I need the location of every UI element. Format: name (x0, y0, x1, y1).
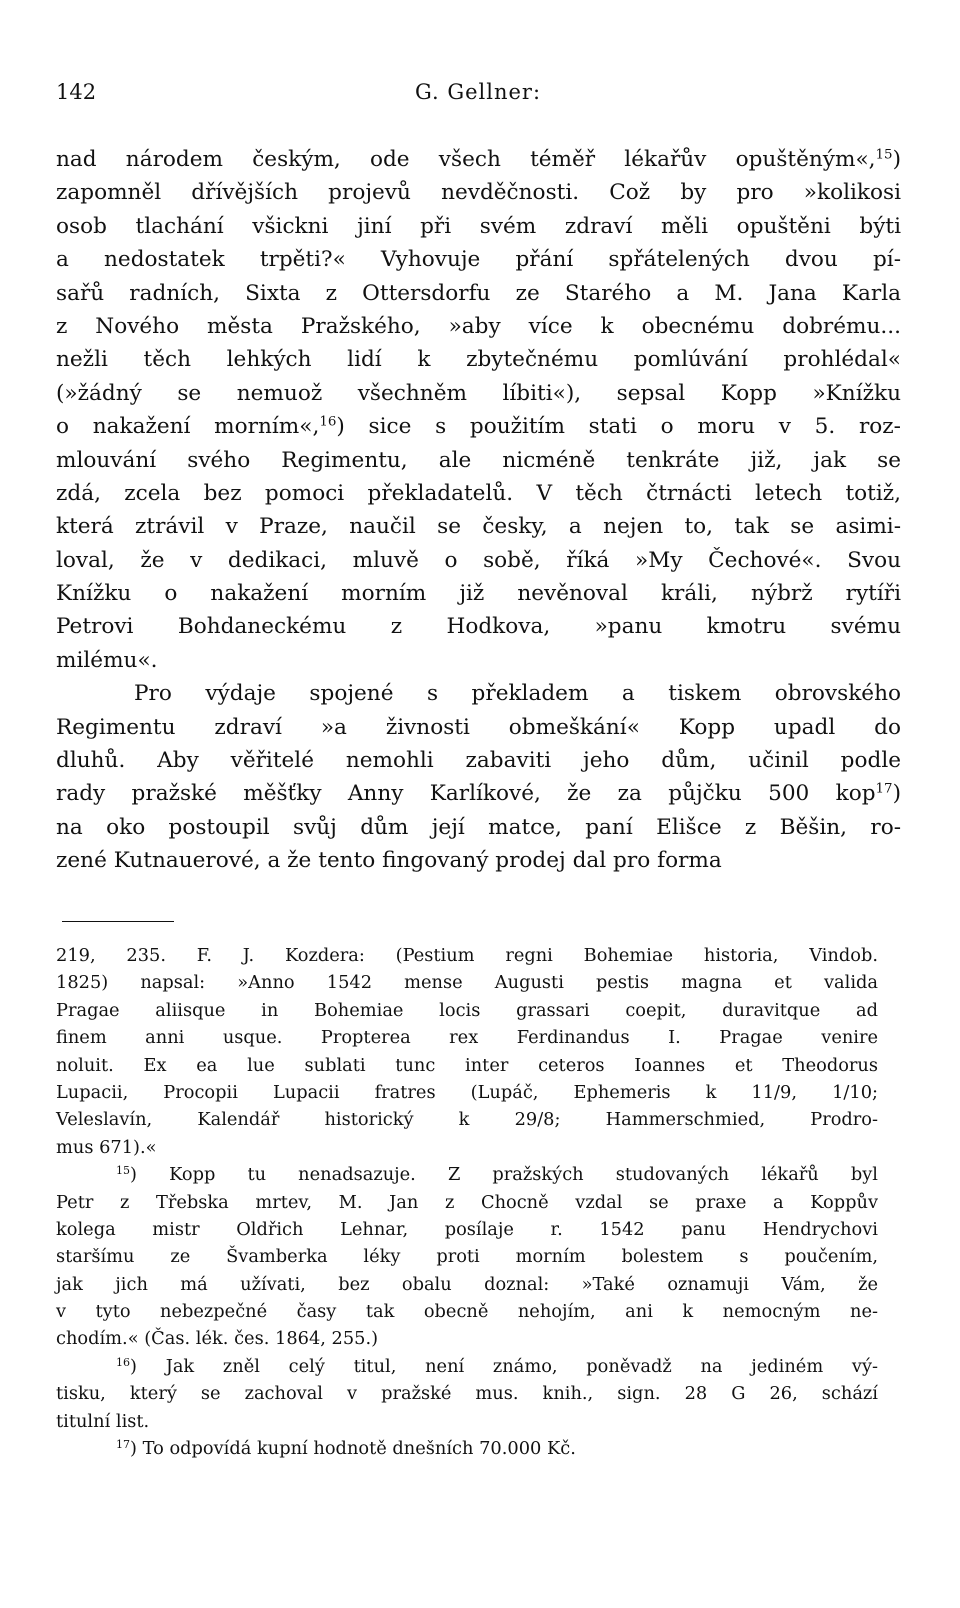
text-segment: titulní list. (56, 1410, 150, 1432)
text-segment: Pro výdaje spojené s překladem a tiskem obrovského (134, 681, 901, 707)
text-segment: mlouvání svého Regimentu, ale nicméně tenkráte již, jak se (56, 447, 901, 473)
body-line (56, 343, 901, 376)
text-segment: v tyto nebezpečné časy tak obecně nehojím, ani k nemocným ne- (56, 1301, 878, 1323)
body-line (56, 377, 901, 410)
text-segment: kolega mistr Oldřich Lehnar, posílaje r. 1542 panu Hendrychovi (56, 1218, 878, 1240)
text-segment: ) (892, 147, 901, 172)
running-title: G. Gellner: (414, 80, 542, 104)
body-line (56, 243, 901, 276)
footnote-line (56, 1134, 878, 1161)
body-line (56, 510, 901, 543)
body-line (56, 744, 901, 777)
text-segment: chodím.« (Čas. lék. čes. 1864, 255.) (56, 1328, 379, 1350)
text-segment: milému«. (56, 647, 158, 673)
text-segment: rady pražské měšťky Anny Karlíkové, že za půjčku 500 kop (56, 781, 876, 807)
footnote-line (56, 1052, 878, 1079)
footnote-marker: 16 (116, 1355, 131, 1369)
footnote-marker: 17 (116, 1437, 131, 1451)
footnote-line (56, 1435, 878, 1462)
page-number: 142 (56, 80, 97, 104)
footnote-line (56, 1271, 878, 1298)
text-segment: (»žádný se nemuož všechněm líbiti«), sepsal Kopp »Knížku (56, 380, 901, 406)
text-segment: zené Kutnauerové, a že tento fingovaný prodej dal pro forma (56, 848, 722, 874)
body-line (56, 610, 901, 643)
body-line (56, 677, 901, 710)
footnote-line (56, 997, 878, 1024)
text-segment: ) To odpovídá kupní hodnotě dnešních 70.000 Kč. (130, 1438, 576, 1460)
body-line (56, 210, 901, 243)
text-segment: finem anni usque. Propterea rex Ferdinandus I. Pragae venire (56, 1027, 878, 1049)
text-segment: ) Kopp tu nenadsazuje. Z pražských studovaných lékařů byl (130, 1164, 878, 1186)
text-segment: osob tlachání všickni jiní při svém zdraví měli opuštěni býti (56, 213, 901, 239)
footnote-line (56, 1216, 878, 1243)
text-segment: 219, 235. F. J. Kozdera: (Pestium regni Bohemiae historia, Vindob. (56, 945, 878, 966)
footnote-line (56, 1408, 878, 1435)
footnote-separator (62, 921, 174, 922)
running-head (56, 74, 900, 110)
text-segment: tisku, který se zachoval v pražské mus. knih., sign. 28 G 26, schází (56, 1383, 878, 1405)
text-segment: Lupacii, Procopii Lupacii fratres (Lupáč, Ephemeris k 11/9, 1/10; (56, 1081, 878, 1103)
text-segment: o nakažení morním«, (56, 414, 320, 440)
footnote-marker: 15 (875, 147, 893, 163)
footnote-line (56, 942, 878, 969)
text-segment: 1825) napsal: »Anno 1542 mense Augusti pestis magna et valida (56, 972, 878, 994)
footnote-line (56, 1079, 878, 1106)
text-segment: ) sice s použitím stati o moru v 5. roz- (336, 414, 901, 440)
footnote-line (56, 1106, 878, 1133)
footnote-line (56, 1243, 878, 1270)
body-line (56, 544, 901, 577)
footnote-line (56, 1024, 878, 1051)
text-segment: Knížku o nakažení morním již nevěnoval králi, nýbrž rytíři (56, 581, 901, 607)
body-line (56, 711, 901, 744)
text-segment: Veleslavín, Kalendář historický k 29/8; Hammerschmied, Prodro- (56, 1109, 878, 1131)
text-segment: staršímu ze Švamberka léky proti morním bolestem s poučením, (56, 1246, 878, 1268)
text-segment: Pragae aliisque in Bohemiae locis grassari coepit, duravitque ad (56, 999, 878, 1021)
footnote-line (56, 1380, 878, 1407)
text-segment: ) (892, 781, 901, 807)
body-line (56, 844, 901, 877)
text-segment: na oko postoupil svůj dům její matce, paní Elišce z Běšin, ro- (56, 814, 901, 840)
body-line (56, 777, 901, 810)
footnote-line (56, 969, 878, 996)
text-segment: Petrovi Bohdaneckému z Hodkova, »panu kmotru svému (56, 614, 901, 640)
footnote-line (56, 1161, 878, 1188)
main-text (56, 143, 901, 878)
footnote-marker: 17 (875, 782, 893, 798)
text-segment: z Nového města Pražského, »aby více k obecnému dobrému... (56, 313, 901, 339)
body-line (56, 477, 901, 510)
text-segment: Petr z Třebska mrtev, M. Jan z Chocně vzdal se praxe a Koppův (56, 1191, 878, 1213)
text-segment: zdá, zcela bez pomoci překladatelů. V těch čtrnácti letech totiž, (56, 480, 901, 506)
body-line (56, 176, 901, 209)
text-segment: nad národem českým, ode všech téměř lékařův opuštěným«, (56, 147, 876, 172)
footnote-marker: 15 (116, 1164, 131, 1178)
text-segment: jak jich má užívati, bez obalu doznal: »Také oznamuji Vám, že (56, 1273, 878, 1295)
text-segment: sařů radních, Sixta z Ottersdorfu ze Starého a M. Jana Karla (56, 280, 901, 306)
footnote-line (56, 1189, 878, 1216)
footnote-line (56, 1325, 878, 1352)
text-segment: a nedostatek trpěti?« Vyhovuje přání spřátelených dvou pí- (56, 247, 901, 273)
body-line (56, 277, 901, 310)
text-segment: nežli těch lehkých lidí k zbytečnému pomlúvání prohlédal« (56, 347, 901, 373)
text-segment: dluhů. Aby věřitelé nemohli zabaviti jeho dům, učinil podle (56, 748, 901, 774)
body-line (56, 143, 901, 176)
footnotes (56, 942, 878, 1462)
text-segment: noluit. Ex ea lue sublati tunc inter ceteros Ioannes et Theodorus (56, 1054, 878, 1076)
text-segment: Regimentu zdraví »a živnosti obmeškání« Kopp upadl do (56, 714, 901, 740)
text-segment: která ztrávil v Praze, naučil se česky, a nejen to, tak se asimi- (56, 514, 901, 540)
footnote-line (56, 1353, 878, 1380)
text-segment: zapomněl dřívějších projevů nevděčnosti. Což by pro »kolikosi (56, 180, 901, 206)
text-segment: ) Jak zněl celý titul, není známo, poněvadž na jediném vý- (130, 1355, 878, 1377)
body-line (56, 644, 901, 677)
body-line (56, 444, 901, 477)
text-segment: loval, že v dedikaci, mluvě o sobě, říká »My Čechové«. Svou (56, 547, 901, 573)
footnote-line (56, 1298, 878, 1325)
body-line (56, 310, 901, 343)
text-segment: mus 671).« (56, 1136, 157, 1158)
footnote-marker: 16 (319, 414, 337, 430)
body-line (56, 577, 901, 610)
body-line (56, 811, 901, 844)
body-line (56, 410, 901, 443)
